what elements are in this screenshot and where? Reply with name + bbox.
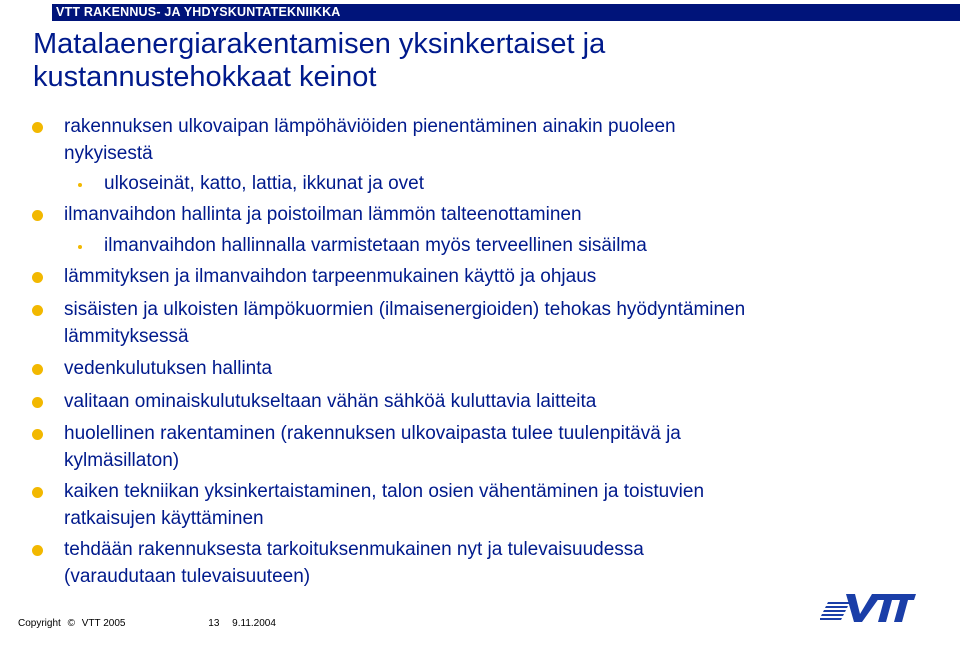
header-banner-text: VTT RAKENNUS- JA YHDYSKUNTATEKNIIKKA — [56, 5, 341, 19]
bullet-dot-icon — [32, 210, 43, 221]
sub-bullet-dot-icon — [78, 183, 82, 187]
bullet-dot-icon — [32, 545, 43, 556]
bullet-item: valitaan ominaiskulutukseltaan vähän sähköä kuluttavia laitteita — [64, 391, 597, 412]
bullet-dot-icon — [32, 487, 43, 498]
bullet-item: tehdään rakennuksesta tarkoituksenmukainen nyt ja tulevaisuudessa (varaudutaan tulevaisuuteen) — [64, 539, 644, 587]
bullet-item: kaiken tekniikan yksinkertaistaminen, talon osien vähentäminen ja toistuvien ratkaisujen käyttäminen — [64, 481, 705, 529]
vtt-logo — [820, 588, 916, 633]
sub-bullet-item: ulkoseinät, katto, lattia, ikkunat ja ovet — [104, 173, 425, 194]
footer-copyright: Copyright — [18, 618, 61, 629]
bullet-item: huolellinen rakentaminen (rakennuksen ulkovaipasta tulee tuulenpitävä ja kylmäsillaton) — [64, 423, 681, 471]
sub-bullet-dot-icon — [78, 245, 82, 249]
bullet-dot-icon — [32, 364, 43, 375]
bullet-item: vedenkulutuksen hallinta — [64, 358, 273, 379]
footer-date: 9.11.2004 — [232, 618, 276, 629]
copyright-icon: © — [67, 618, 75, 629]
bullet-dot-icon — [32, 397, 43, 408]
slide-title-line-2: kustannustehokkaat keinot — [33, 61, 377, 93]
bullet-dot-icon — [32, 305, 43, 316]
slide-footer — [18, 618, 276, 629]
bullet-dot-icon — [32, 272, 43, 283]
bullet-dot-icon — [32, 122, 43, 133]
bullet-item: ilmanvaihdon hallinta ja poistoilman lämmön talteenottaminen — [64, 204, 582, 225]
bullet-item: rakennuksen ulkovaipan lämpöhäviöiden pienentäminen ainakin puoleen nykyisestä — [64, 116, 676, 164]
bullet-item: sisäisten ja ulkoisten lämpökuormien (ilmaisenergioiden) tehokas hyödyntäminen lämmityksessä — [64, 299, 746, 347]
footer-page-number: 13 — [208, 618, 220, 629]
vtt-logo-mark — [820, 588, 916, 628]
bullet-item: lämmityksen ja ilmanvaihdon tarpeenmukainen käyttö ja ohjaus — [64, 266, 597, 287]
sub-bullet-item: ilmanvaihdon hallinnalla varmistetaan myös terveellinen sisäilma — [104, 235, 647, 256]
bullet-dot-icon — [32, 429, 43, 440]
slide-title-line-1: Matalaenergiarakentamisen yksinkertaiset ja — [33, 28, 606, 60]
footer-company-year: VTT 2005 — [81, 618, 126, 629]
